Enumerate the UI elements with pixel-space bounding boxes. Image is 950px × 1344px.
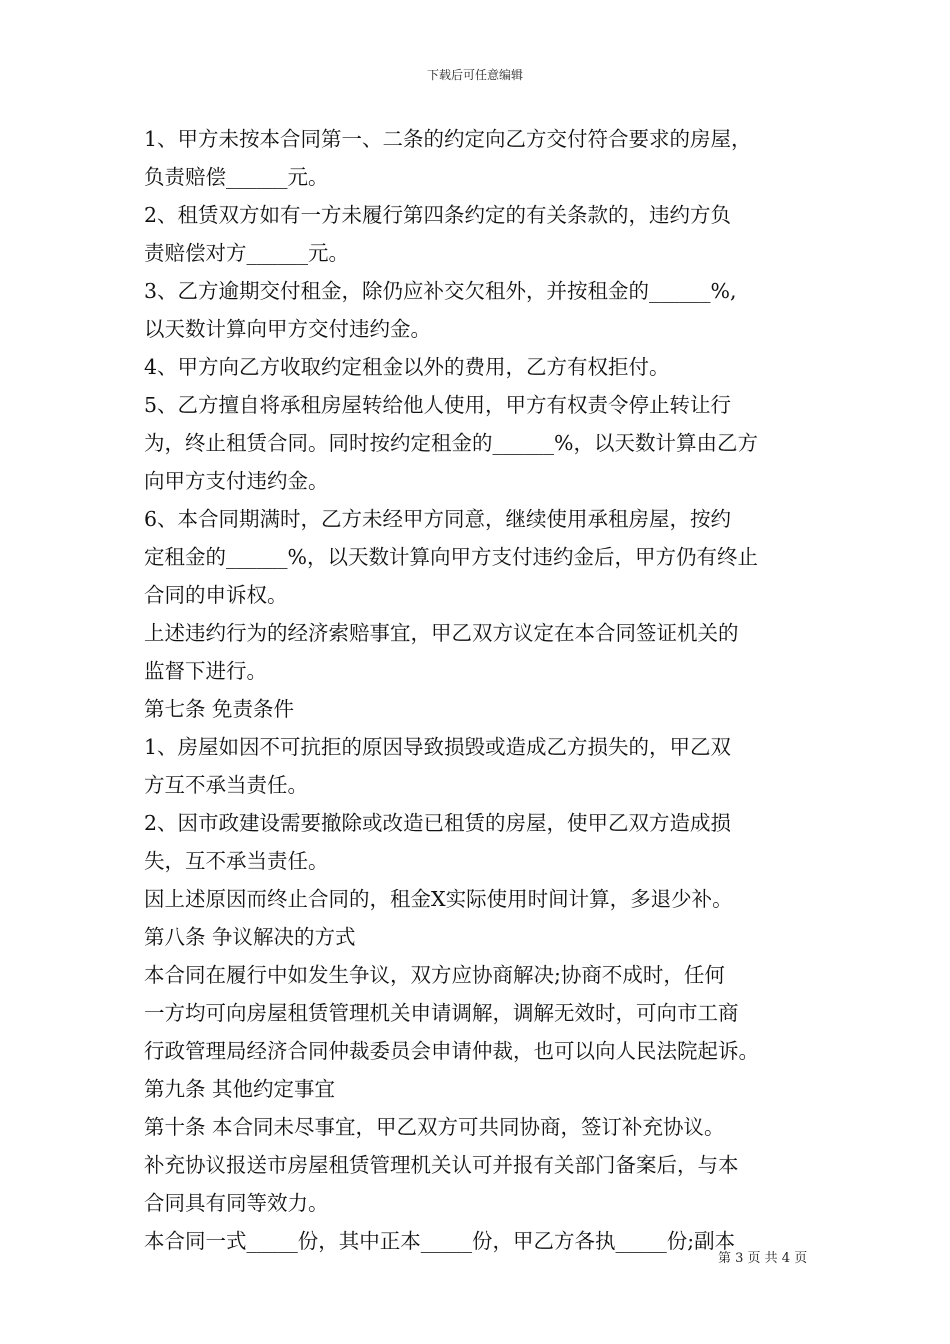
text-line: 4、甲方向乙方收取约定租金以外的费用，乙方有权拒付。	[144, 355, 670, 379]
text-line: 5、乙方擅自将承租房屋转给他人使用，甲方有权责令停止转让行	[144, 393, 732, 417]
text-line: 以天数计算向甲方交付违约金。	[144, 317, 431, 341]
text-line: 2、因市政建设需要撤除或改造已租赁的房屋，使甲乙双方造成损	[144, 811, 732, 835]
text-line: 3、乙方逾期交付租金，除仍应补交欠租外，并按租金的______%,	[144, 279, 737, 303]
text-line: 本合同在履行中如发生争议，双方应协商解决;协商不成时，任何	[144, 963, 725, 987]
text-line: 行政管理局经济合同仲裁委员会申请仲裁，也可以向人民法院起诉。	[144, 1039, 759, 1063]
text-line: 责赔偿对方______元。	[144, 241, 349, 265]
text-line: 负责赔偿______元。	[144, 165, 329, 189]
text-line: 上述违约行为的经济索赔事宜，甲乙双方议定在本合同签证机关的	[144, 621, 739, 645]
text-line: 监督下进行。	[144, 659, 267, 683]
section-heading: 第七条 免责条件	[144, 697, 295, 721]
text-line: 为，终止租赁合同。同时按约定租金的______%，以天数计算由乙方	[144, 431, 758, 455]
text-line: 本合同一式_____份，其中正本_____份，甲乙方各执_____份;副本	[144, 1229, 736, 1253]
section-heading: 第十条 本合同未尽事宜，甲乙双方可共同协商，签订补充协议。	[144, 1115, 725, 1139]
text-line: 向甲方支付违约金。	[144, 469, 329, 493]
text-line: 1、甲方未按本合同第一、二条的约定向乙方交付符合要求的房屋，	[144, 127, 752, 151]
text-line: 补充协议报送市房屋租赁管理机关认可并报有关部门备案后，与本	[144, 1153, 739, 1177]
text-line: 因上述原因而终止合同的，租金X实际使用时间计算，多退少补。	[144, 887, 733, 911]
text-line: 合同具有同等效力。	[144, 1191, 329, 1215]
contract-body	[144, 120, 820, 1260]
text-line: 1、房屋如因不可抗拒的原因导致损毁或造成乙方损失的，甲乙双	[144, 735, 732, 759]
section-heading: 第九条 其他约定事宜	[144, 1077, 336, 1101]
page-number: 第 3 页 共 4 页	[718, 1251, 808, 1266]
text-line: 2、租赁双方如有一方未履行第四条约定的有关条款的，违约方负	[144, 203, 732, 227]
text-line: 合同的申诉权。	[144, 583, 288, 607]
text-line: 6、本合同期满时，乙方未经甲方同意，继续使用承租房屋，按约	[144, 507, 732, 531]
text-line: 方互不承当责任。	[144, 773, 308, 797]
section-heading: 第八条 争议解决的方式	[144, 925, 356, 949]
text-line: 一方均可向房屋租赁管理机关申请调解，调解无效时，可向市工商	[144, 1001, 739, 1025]
download-note: 下载后可任意编辑	[426, 68, 523, 82]
text-line: 定租金的______%，以天数计算向甲方支付违约金后，甲方仍有终止	[144, 545, 758, 569]
text-line: 失，互不承当责任。	[144, 849, 329, 873]
